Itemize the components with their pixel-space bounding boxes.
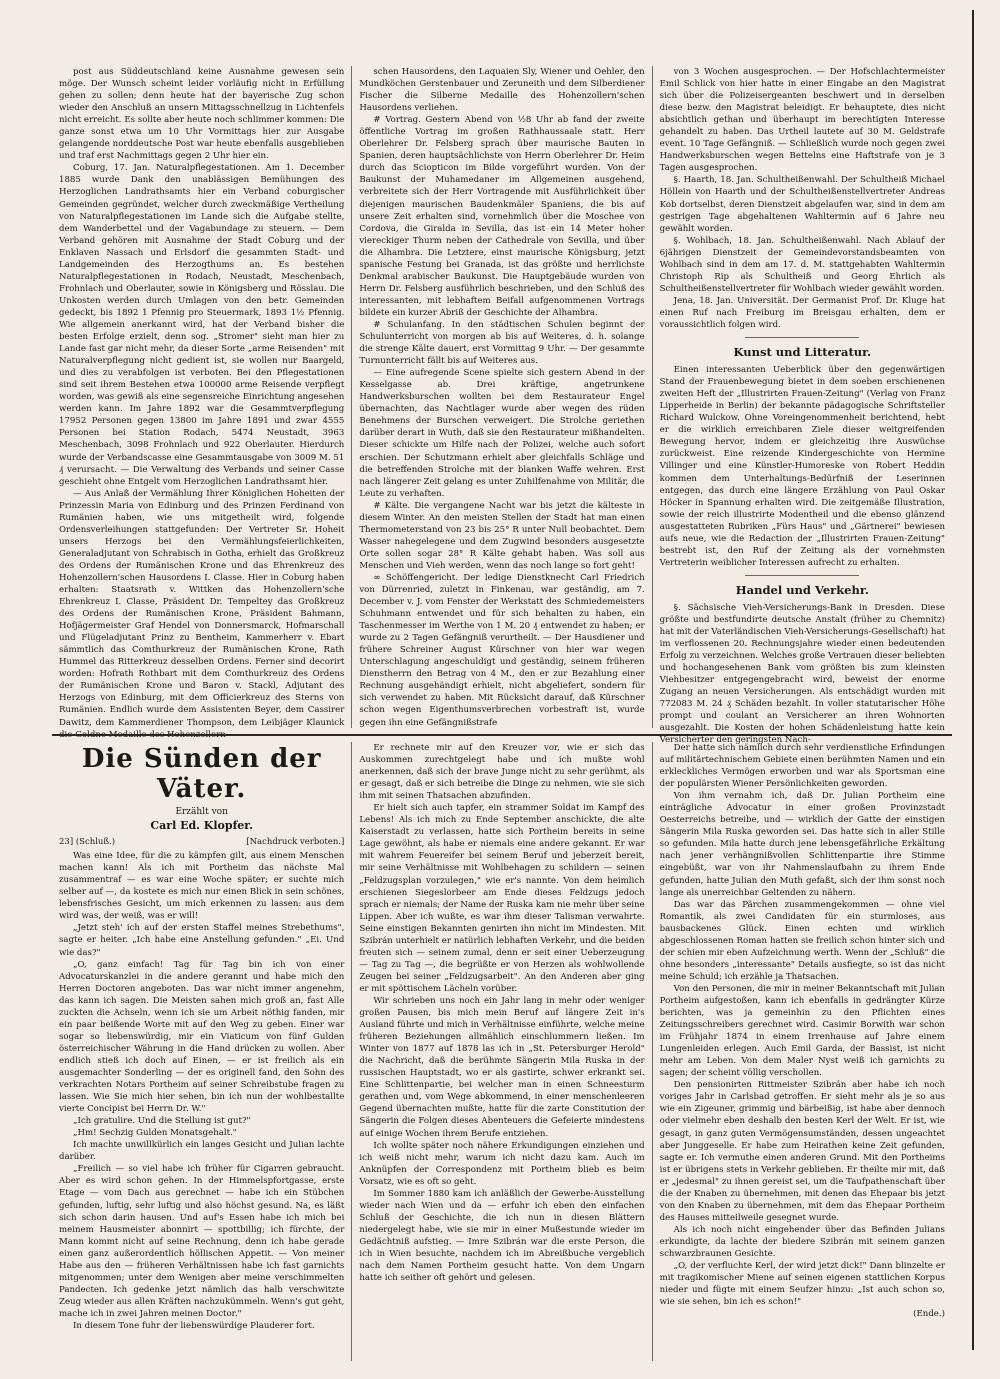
paragraph: ∞ Schöffengericht. Der ledige Dienstknecht Carl Friedrich von Dürrenried, zuletzt in Finkenau, war geständig, am 7. December v. J. vom Fenster der Werkstatt des Schmiedemeisters Schuhmann entwendet und für sich behalten zu haben, ein Taschenmesser im Werthe von 1 M. 20 ₰ entwendet zu haben; er wurde zu 2 Tagen Gefängniß verurtheilt. — Der Hausdiener und frühere Schreiner August Kürschner von hier war wegen Unterschlagung angeschuldigt und geständig, seinem früheren Dienstherrn den Betrag von 4 M., den er zur Bezahlung einer Rechnung ausgehändigt erhielt, nicht abgeliefert, sondern für sich verwendet zu haben. Mit Rücksicht darauf, daß Kürschner schon wegen Eigenthumsverbrechen vorbestraft ist, wurde gegen ihn eine Gefängnißstrafe — [359, 572, 645, 728]
page-edge-mark — [972, 10, 988, 1350]
paragraph: Von den Personen, die mir in meiner Bekanntschaft mit Julian Portheim aufgestoßen, kann ich ebenfalls in gedrängter Kürze berichten, was ja gemeinhin zu den Pflichten eines Zeitungsschreibers gerechnet wird. Casimir Borwith war schon im Frühjahr 1874 in einem Irrenhause auf Jahre einem Lungenleiden erlegen. Auch Emil Garda, der Bassist, ist nicht mehr am Leben. Von dem Maler Nyst weiß ich garnichts zu sagen; der scheint völlig verschollen. — [659, 983, 945, 1079]
paragraph: „Ich gratulire. Und die Stellung ist gut?" — [73, 1116, 251, 1127]
news-column-1 — [52, 66, 351, 740]
story-column-1 — [52, 742, 351, 1361]
paragraph: schen Hausordens, den Laquaien Sly, Wiener und Oehler, den Mundköchen Gerstenbauer und Zeruneith und dem Silberdiener Fischer die Silberne Medaille des Hohenzollern'schen Hausordens verliehen. — [359, 67, 645, 114]
story-title: Die Sünden der Väter. — [81, 744, 322, 804]
paragraph: # Schulanfang. In den städtischen Schulen beginnt der Schulunterricht von morgen ab bis auf Weiteres, d. h. solange die strenge Kälte dauert, erst Vormittag 9 Uhr. — Der gesammte Turnunterricht fällt bis auf Weiteres aus. — [359, 319, 645, 367]
paragraph: Wir schrieben uns noch ein Jahr lang in mehr oder weniger großen Pausen, bis mich mein Beruf auf längere Zeit in's Ausland führte und mich in Verhältnisse einführte, welche meine früheren Beziehungen allmählich einschlummern ließen. Im Winter von 1877 auf 1878 las ich in „St. Petersburger Herold" die Nachricht, daß die berühmte Sängerin Mila Ruska in der russischen Hauptstadt, wo er als gastirte, schwer erkrankt sei. Eine Schlittenpartie, bei welcher man in einen Schneesturm gerathen und, vom Wege abkommend, in einer menschenleeren Gegend übernachten mußte, hatte für die zarte Constitution der Sängerin die Folgen dieses Abenteuers die Gefeierte mindestens auf einige Wochen ihrem Berufe entziehen. — [359, 995, 645, 1139]
paragraph: „O, ganz einfach! Tag für Tag bin ich von einer Advocaturskanzlei in die andere gerannt und habe mich den Herren Doctoren angeboten. Das war nicht immer angenehm, das kann ich sagen. Die Meisten sahen mich groß an, fast Alle zuckten die Achseln, wenn ich sie um Arbeit nöthig fanden, mir ein paar beißende Worte mit auf den Weg zu geben. Einer war sogar so liebenswürdig, mir ein Viaticum von fünf Gulden österreichischer Währung in die Hand drücken zu wollen. Aber endlich stieß ich doch auf Einen, — er ist freilich als ein ausgemachter Sonderling — der es originell fand, den Sohn des verkrachten Notars Portheim auf seiner Schreibstube fragen zu lassen. Wie Sie mich hier sehen, bin ich nun der wohlbestallte vierte Concipist bei Herrn Dr. W." — [59, 959, 345, 1115]
paragraph: Er hielt sich auch tapfer, ein strammer Soldat im Kampf des Lebens! Als ich mich zu Ende September anschickte, die alte Kaiserstadt zu verlassen, hatte sich Portheim bereits in seine Lage gewöhnt, als habe er niemals eine andere gekannt. Er war mit wahrem Feuereifer bei seinem Beruf und jeberzeit bereit, mir seine Verhältnisse mit Wohlbehagen zu schildern — seinen „Feldzugsplan vorzulegen," wie er's nannte. Von dem heimlich erschienen Siegeslorbeer am Ende dieses Feldzugs jedoch sprach er niemals; der Name der Ruska kam nie mehr über seine Lippen. Aber ich wußte, es war ihm dieser Talisman verwahrte. Seine einstigen Bekannten genirten ihn nicht im Mindesten. Mit Szibrán unterhielt er natürlich lebhaften Verkehr, und die beiden freuten sich — seinem zumal, denn er seit einer Ueberzeugung — Tag zu Tag —, die begrüßte er von Herzen als wohlwollende Zeugen bei seiner „Feldzugsarbeit". An den Anderen aber ging er mit spöttischem Lächeln vorüber. — [359, 803, 645, 994]
paragraph: §. Wohlbach, 18. Jan. Schultheißenwahl. Nach Ablauf der 6jährigen Dienstzeit der Gemeindevorstandsbeamten von Wohlbach sind in dem am 17. d. M. stattgehabten Wahltermin Christoph Rip als Schultheiß und Georg Ehrlich als Schultheißenstellvertreter für Wohlbach wieder gewählt worden. — [659, 235, 945, 294]
story-column-3 — [652, 742, 952, 1361]
paragraph: post aus Süddeutschland keine Ausnahme gewesen sein möge. Der Wunsch scheint leider vorläufig nicht in Erfüllung gehen zu sollen; denn heute hat der bayerische Zug schon wieder den Anschluß an unsern Mittagsschnellzug in Lichtenfels nicht erreicht. Es sollte aber heute noch schlimmer kommen: Die ganze sonst etwa um 10 Uhr Vormittags hier zur Ausgabe gelangende norddeutsche Post war heute ebenfalls ausgeblieben und traf erst Nachmittags gegen 2 Uhr hier ein. — [59, 67, 345, 162]
paragraph: Er rechnete mir auf den Kreuzer vor, wie er sich das Auskommen zurechtgelegt habe und ich mußte wohl anerkennen, daß sich der brave Junge nicht zu sehr gerühmt, als er gesagt, daß er sich betreibe die Dinge zu nehmen, wie sie sich ihm mit seinen Thatsachen abzufinden. — [359, 743, 645, 802]
paragraph: Im Sommer 1880 kam ich anläßlich der Gewerbe-Ausstellung wieder nach Wien und da — erfuhr ich eben den einfachen Schluß der Geschichte, die ich nun in diesen Blättern niedergelegt habe, wie sie mir in einer Mußestunde wieder im Gedächtniß aufstieg. — Imre Szibrán war die erste Person, die ich in Wien besuchte, nachdem ich im Abreißbuche vergeblich nach dem Namen Portheim gesucht hatte. Von dem Ungarn hatte ich seither oft gehört und gelesen. — [359, 1188, 645, 1284]
feuilleton-rule — [52, 734, 952, 736]
news-column-2 — [351, 66, 651, 728]
newspaper-page — [52, 66, 952, 1361]
paragraph: Was eine Idee, für die zu kämpfen gilt, aus einem Menschen machen kann! Als ich mit Portheim das nächste Mal zusammentraf — es war eine Woche später; er suchte mich selber auf —, da kostete es mich nur einen Blick in sein schönes, lebensfrisches Gesicht, um mich erkennen zu lassen: aus dem wird was, der weiß, was er will! — [59, 851, 345, 922]
paragraph: von 3 Wochen ausgesprochen. — Der Hofschlachtermeister Emil Schlick von hier hatte in einer Eingabe an den Magistrat sich über die Polizeisergeanten beschwert und in derselben diese bezw. den Magistrat beleidigt. Er behauptete, dies nicht absichtlich gethan und überhaupt im berechtigten Interesse gehandelt zu haben. Das Urtheil lautete auf 30 M. Geldstrafe event. 10 Tage Gefängniß. — Schließlich wurde noch gegen zwei Handwerksburschen wegen Bettelns eine Haftstrafe von je 3 Tagen ausgesprochen. — [659, 67, 945, 174]
divider — [745, 575, 859, 576]
feuilleton-section — [52, 742, 952, 1361]
paragraph: §. Sächsische Vieh-Versicherungs-Bank in Dresden. Diese größte und bestfundirte deutsche Anstalt (früher zu Chemnitz) hat mit der Vaterländischen Vieh-Versicherungs-Gesellschaft) hat im verflossenen 20. Rechnungsjahre wieder einen bedeutenden Erfolg zu verzeichnen. Welches große Vertrauen dieser beliebten und hochangesehenen Bank vom größten bis zum kleinsten Viehbesitzer entgegengebracht wird, beweist der enorme Zugang an neuen Versicherungen. Als entschädigt wurden mit 772083 M. 24 ₰ Schäden bezahlt. In voller statutarischer Höhe prompt und coulant an Versicherer an ihren Wohnorten ausgezahlt. Die Kosten der hohen Schädenleistung hatte kein Versicherter den geringsten Nach- — [659, 602, 945, 746]
paragraph: „Jetzt steh' ich auf der ersten Staffel meines Strebethums", sagte er heiter. „Ich habe eine Anstellung gefunden." „Ei. Und wie das?" — [59, 923, 345, 958]
paragraph: Als ich noch nicht eingehender über das Befinden Julians erkundigte, da lachte der biedere Szibrán mit seinem ganzen schwarzbraunen Gesichte. — [659, 1224, 945, 1259]
news-section — [52, 66, 952, 746]
paragraph: Der hatte sich nämlich durch sehr verdienstliche Erfindungen auf militärtechnischem Gebiete einen berühmten Namen und ein erkleckliches Vermögen erworben und war als Sportsman eine der populärsten Wiener Persönlichkeiten geworden. — [659, 743, 945, 790]
story-end: (Ende.) — [913, 1309, 945, 1320]
paragraph: §. Haarth, 18. Jan. Schultheißenwahl. Der Schultheiß Michael Höllein von Haarth und der Schultheißenstellvertreter Andreas Kob dortselbst, deren Dienstzeit abgelaufen war, sind in dem am gestrigen Tage abgehaltenen Wahltermin auf 6 Jahre neu gewählt worden. — [659, 175, 945, 234]
paragraph: „Hm! Sechzig Gulden Monatsgehalt." — [73, 1128, 237, 1139]
paragraph: „Freilich — so viel habe ich früher für Cigarren gebraucht. Aber es wird schon gehen. In der Himmelspfortgasse, erste Etage — vom Dach aus gerechnet — habe ich ein Stübchen gefunden, luftig, sehr luftig und also höchst gesund. Na, es läßt sich schon darin hausen. Und auf's Essen habe ich mich bei meinem Hausmeister abonnirt — spottbillig; ich fürchte, der Mann kommt nicht auf seine Rechnung, denn ich habe gerade einen ganz außerordentlich höllischen Appetit. — Von meiner Habe aus den — früheren Verhältnissen habe ich fast garnichts mitgenommen; unter dem Wenigen aber meine verschimmelten Pandecten. Ich gedenke jetzt nämlich das halb verschwitzte Zeug wieder aus allen Kräften nachzukümmeln. Wenn's gut geht, mache ich in zwei Jahren meinen Doctor." — [59, 1164, 345, 1319]
reprint-notice: [Nachdruck verboten.] — [246, 837, 345, 848]
paragraph: # Vortrag. Gestern Abend von ½8 Uhr ab fand der zweite öffentliche Vortrag im großen Rathhaussaale statt. Herr Oberlehrer Dr. Felsberg sprach über maurische Bauten in Spanien, deren hauptsächlichste von Herrn Oberlehrer Dr. Heim durch das Sciopticon im Bilde vorgeführt wurden. Von der Baukunst der Muhamedaner im Allgemeinen ausgehend, verbreitete sich der Herr Vortragende mit Ausführlichkeit über diejenigen maurischen Baudenkmäler Spaniens, die bis auf unsere Zeit erhalten sind, vornehmlich über die Moschee von Cordova, die Giralda in Sevilla, das ist ein 14 Meter hoher viereckiger Thurm neben der Cathedrale von Sevilla, und über die Alhambra. Die Letztere, einst maurische Königsburg, jetzt spanische Festung bei Granada, ist das größte und herrlichste Denkmal arabischer Baukunst. Die Hauptgebäude wurden von Herrn Dr. Felsberg ausführlich beschrieben, und den Schluß des interessanten, mit lebhaftem Beifall aufgenommenen Vortrags bildete ein kurzer Abriß der Geschichte der Alhambra. — [359, 115, 645, 318]
paragraph: „O, der verfluchte Kerl, der wird jetzt dick!" Dann blinzelte er mit tragikomischer Miene auf seinen eigenen stattlichen Korpus nieder und fügte mit einem Seufzer hinzu: „Ist auch schon so, wie sie sehen, bin ich es schon!" — [659, 1261, 945, 1308]
paragraph: Ich wollte später noch nähere Erkundigungen einziehen und ich weiß nicht mehr, warum ich nicht dazu kam. Auch im Anknüpfen der Correspondenz mit Portheim blieb es beim Vorsatz, wie es oft so geht. — [359, 1140, 645, 1187]
paragraph: Ich machte unwillkürlich ein langes Gesicht und Julian lachte darüber. — [59, 1140, 345, 1163]
paragraph: Das war das Pärchen zusammengekommen — ohne viel Romantik, als zwei Candidaten für ein sturmloses, aus bausbackenes Glück. Einen echten und wirklich abgeschlossenen Roman hatten sie freilich schon hinter sich und der schien mir eben Aufzeichnung werth. Wenn der „Schluß" die ohne besonders „interessante" Details ausfiegte, so ist das nicht meine Schuld; ich erzähle ja Thatsachen. — [659, 899, 945, 982]
divider — [745, 337, 859, 338]
story-meta — [59, 836, 344, 848]
paragraph: # Kälte. Die vergangene Nacht war bis jetzt die kälteste in diesem Winter. An den meisten Stellen der Stadt hat man einen Thermometerstand von 23 bis 25° R unter Null beobachtet. Dem Wasser nahegelegene und dem Zugwind besonders ausgesetzte Orte sollen sogar 28° R Kälte gehabt haben. Was soll aus Menschen und Vieh werden, wenn das noch lange so fort geht! — [359, 500, 645, 571]
paragraph: Jena, 18. Jan. Universität. Der Germanist Prof. Dr. Kluge hat einen Ruf nach Freiburg im Breisgau erhalten, dem er voraussichtlich folgen wird. — [659, 295, 945, 330]
story-subtitle: Erzählt von — [175, 807, 228, 817]
paragraph: — Aus Anlaß der Vermählung Ihrer Königlichen Hoheiten der Prinzessin Maria von Edinburg und des Prinzen Ferdinand von Rumänien haben, wie uns mitgetheilt wird, folgende Ordensverleihungen stattgefunden: Der Vertreter Sr. Hoheit unsers Herzogs bei den Vermählungsfeierlichkeiten, Generaladjutant von Schrabisch in Gotha, erhielt das Großkreuz des Ordens der Rumänischen Krone und das Ehrenkreuz des Hohenzollern'schen Hausordens I. Classe. Hier in Coburg haben erhalten: Staatsrath v. Wittken das Hohenzollern'sche Ehrenkreuz I. Classe, Präsident Dr. Tempeltey das Großkreuz des Ordens der Rumänischen Krone, Präsident Bahmann, Hofjägermeister Graf Hendel von Donnersmarck, Hofmarschall und Flügeladjutant Prinz zu Bentheim, Kammerherr v. Ebart sämmtlich das Comthurkreuz der Rumänischen Krone, Rath Hummel das Ritterkreuz desselben Ordens. Ferner sind decorirt worden: Hofrath Rothbart mit dem Comthurkreuz des Ordens der Rumänischen Krone und Baron v. Stackl, Adjutant des Herzogs von Edinburg, mit dem Officierkreuz des Sterns von Rumänien. Endlich wurde dem Assistenten Beyer, dem Cassirer Dawitz, dem Kammerdiener Thompson, dem Leibjäger Klaunick die Goldne Medaille des Hohenzollern- — [59, 488, 345, 740]
paragraph: Einen interessanten Ueberblick über den gegenwärtigen Stand der Frauenbewegung bietet in dem soeben erschienenen zweiten Heft der „Illustrirten Frauen-Zeitung" (Verlag von Franz Lipperheide in Berlin) der bekannte pädagogische Schriftsteller Richard Wulckow. Ohne Voreingenommenheit berichtend, hebt er die wirklich erreichbaren Ziele dieser weitgreifenden Bewegung hervor, indem er gleichzeitig ihre Auswüchse zurückweist. Eine reizende Kindergeschichte von Hermine Villinger und eine Künstler-Humoreske von Robert Heddin kommen dem Unterhaltungs-Bedürfniß der Leserinnen entgegen, das durch eine längere Erzählung von Paul Oskar Höcker in Spannung erhalten wird. Die zeitgemäße Illustration, sowie der reich illustrirte Modentheil und die ebenso glänzend ausgestatteten Rubriken „Fürs Haus" und „Gärtnerei" bewiesen aufs neue, wie die Redaction der „Illustrirten Frauen-Zeitung" bestrebt ist, den Ruf der Zeitung als der vornehmsten Vertreterin weiblicher Interessen aufrecht zu erhalten. — [659, 365, 945, 568]
section-heading-art: Kunst und Litteratur. — [733, 345, 872, 360]
section-heading-trade: Handel und Verkehr. — [735, 582, 869, 597]
paragraph: — Eine aufregende Scene spielte sich gestern Abend in der Kesselgasse ab. Drei kräftige, angetrunkene Handwerksburschen wollten bei dem Restaurateur Engel übernachten, das Nachtlager wurde aber wegen des rüden Benehmens der Burschen verweigert. Die Strolche geriethen darüber derart in Wuth, daß sie den Restaurateur mißhandelten. Dieser schickte um Hilfe nach der Polizei, welche auch sofort erschien. Der Schutzmann erhielt aber gleichfalls Schläge und die betreffenden Strolche mit der blanken Waffe wehren. Erst nach längerer Zeit gelang es unter Zuhilfenahme von Militär, die Leute zu verhaften. — [359, 368, 645, 499]
paragraph: Coburg, 17. Jan. Naturalpflegestationen. Am 1. December 1885 wurde Dank den unablässigen Bemühungen des Herzoglichen Landrathsamts hier ein Verband coburgischer Gemeinden gegründet, welcher durch zweckmäßige Vertheilung von Naturalpflegestationen im Lande sich die Aufgabe stellte, dem Wanderbettel und der Vagabundage zu steuern. — Dem Verband gehören mit Ausnahme der Stadt Coburg und der Enklaven Nassach und Erlsdorf die gesammten Stadt- und Landgemeinden des Herzogthums an. Es bestehen Naturalpflegestationen in Rodach, Neustadt, Meschenbach, Frohnlach und Oberlauter, sowie in Königsberg und Rösslau. Die Unkosten werden durch Umlagen von den betr. Gemeinden gedeckt, bis 1892 1 Pfennig pro Steuermark, 1893 1½ Pfennig. Wie allgemein anerkannt wird, hat der Verband bisher die besten Erfolge erzielt, denn sog. „Stromer" sieht man hier zu Lande fast gar nicht mehr, da dieser Sorte „arme Reisenden" mit Naturalverpflegung nicht gedient ist, sie wollen nur Baargeld, und dies zu verabfolgen ist verboten. Bei den Pflegestationen sind seit ihrem Bestehen etwa 100000 arme Reisende verpflegt worden, was gewiß als eine segensreiche Einrichtung angesehen werden kann. Im Jahre 1892 war die Gesammtverpflegung 17952 Personen gegen 13800 im Jahre 1891 und zwar 4555 Personen bei Station Rodach, 5474 Neustadt, 3963 Meschenbach, 3098 Frohnlach und 922 Oberlauter. Hierdurch wurde der Verbandscasse eine Gesammtausgabe von 3009 M. 51 ₰ verursacht. — Die Verwaltung des Verbands und seiner Casse geschieht ohne Entgelt vom Herzoglichen Landrathsamt hier. — [59, 163, 345, 487]
story-column-2 — [351, 742, 651, 1361]
news-column-3 — [652, 66, 952, 746]
installment-number: 23] (Schluß.) — [59, 837, 116, 848]
paragraph: Von ihm vernahm ich, daß Dr. Julian Portheim eine einträgliche Advocatur in einer großen Provinzstadt Oesterreichs betreibe, und — wirklich der Gatte der einstigen Sängerin Mila Ruska geworden sei. Das hatte sich in aller Stille so gefunden. Mila hatte durch jene lebensgefährliche Erkältung nach jener verhängnißvollen Schlittenpartie ihre Stimme eingebüßt, war von ihr Nahmenslaufbahn zu ihrem Ende gefunden, hatte Julian den Muth gefaßt, sich der ihm sonst noch lange als unerreichbar Geltenden zu nähern. — [659, 791, 945, 898]
paragraph: Den pensionirten Rittmeister Szibrán aber habe ich noch voriges Jahr in Carlsbad getroffen. Er sieht mehr als je so aus wie ein Zigeuner, grimmig und bärbeißig, ist habe aber dennoch oder vielmehr eben deshalb den besten Kerl der Welt. Er ist, wie gesagt, in ganz guten Vermögensumständen, dessen ungeachtet aber Junggeselle. Er habe zum Heirathen keine Zeit gefunden, sagte er. Ich vermuthe einen anderen Grund. Mit den Portheims ist er übrigens stets in Verkehr geblieben. Er theilte mir mit, daß er „jedesmal" zu ihnen gereist sei, um die Taufpathenschaft über die der Knaben zu übernehmen, mit denen das Ehepaar bis jetzt von den Knaben zu übernehmen, mit dem das Ehepaar Portheim des Hauses mitteilweile gesegnet wurde. — [659, 1080, 945, 1223]
paragraph: In diesem Tone fuhr der liebenswürdige Plauderer fort. — [73, 1320, 315, 1331]
story-author: Carl Ed. Klopfer. — [150, 819, 253, 833]
